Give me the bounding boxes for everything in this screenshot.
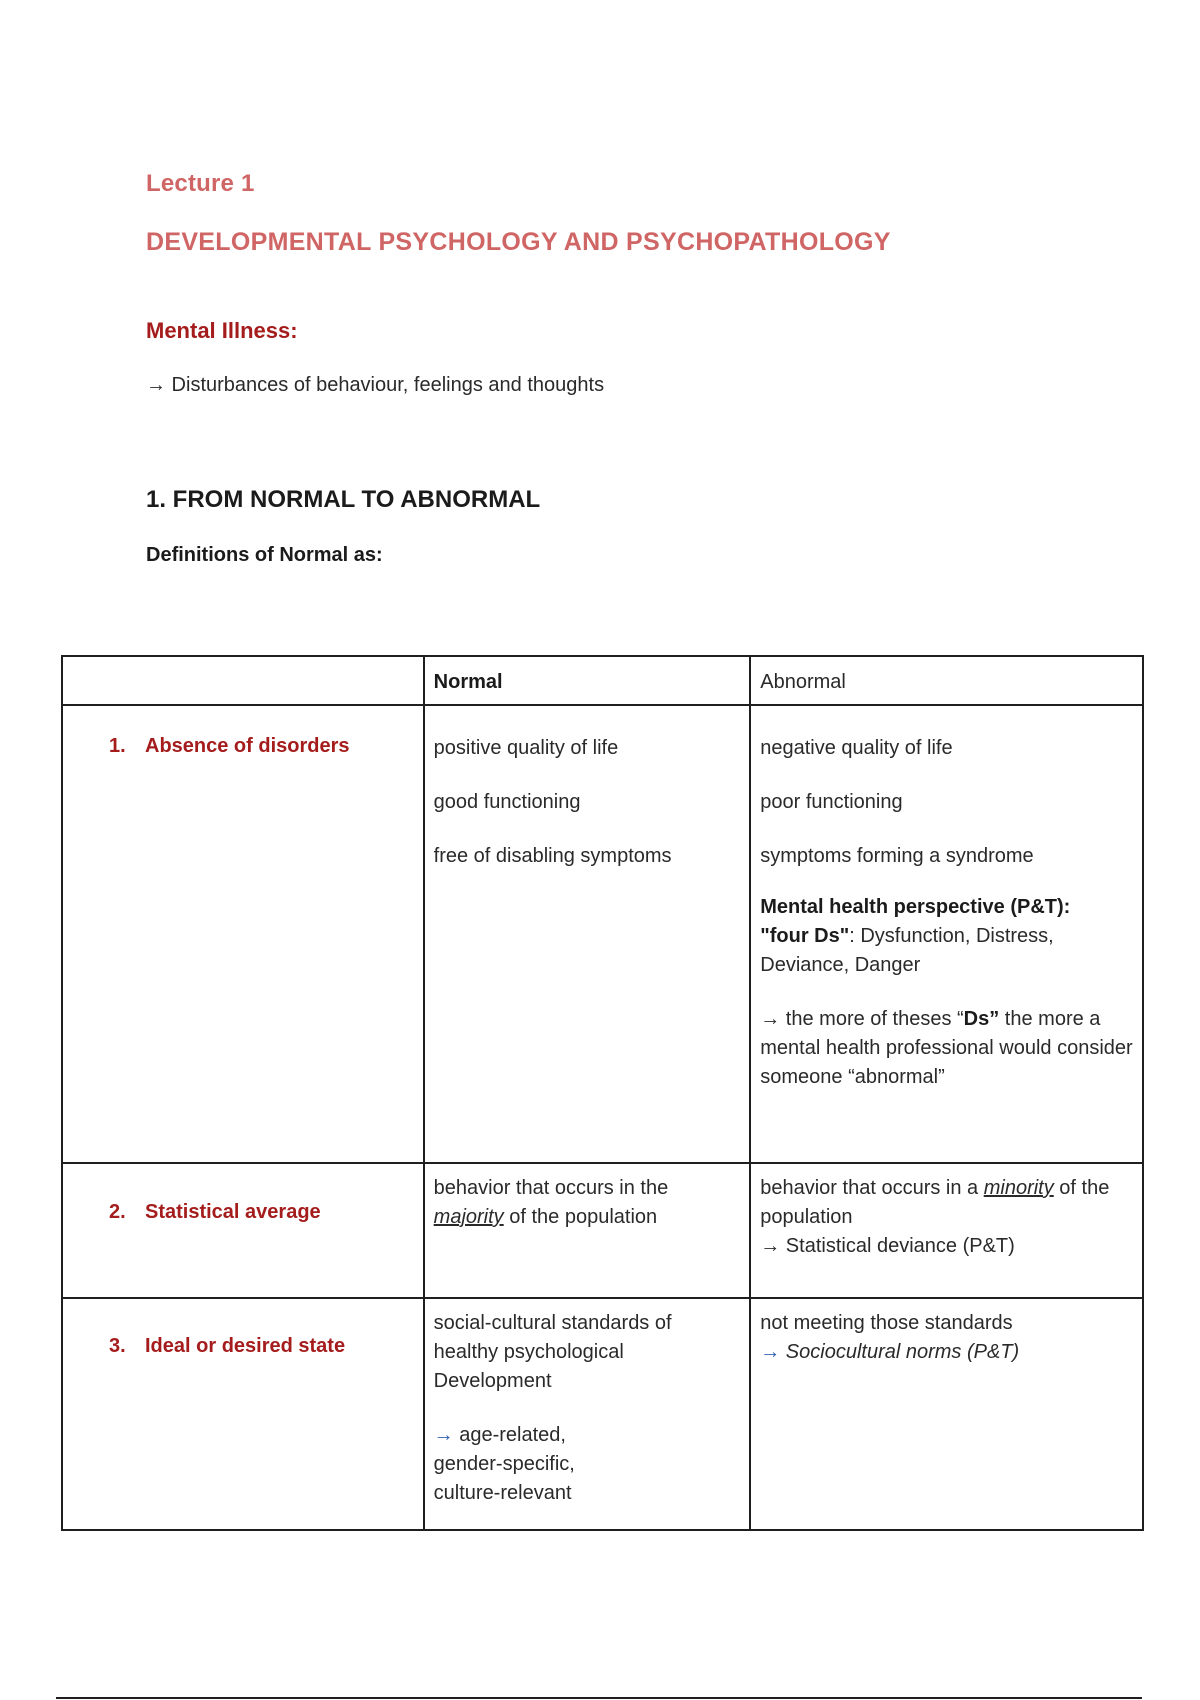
abnormal-note: → Sociocultural norms (P&T) [760,1341,1020,1363]
page-divider [56,1697,1142,1699]
header-cell-abnormal [750,656,1143,705]
perspective-title: Mental health perspective (P&T): [760,896,1071,918]
page-title: DEVELOPMENTAL PSYCHOLOGY AND PSYCHOPATHOLOGY [146,228,891,256]
header-cell-normal [424,656,751,705]
table-row [62,705,1143,1163]
header-abnormal-label: Abnormal [760,671,846,693]
row-label: 3. Ideal or desired state [109,1335,346,1357]
abnormal-item: poor functioning [760,791,903,813]
four-ds-paragraph [760,893,1133,980]
header-normal-label: Normal [433,671,503,693]
abnormal-item: symptoms forming a syndrome [760,845,1034,867]
abnormal-text: behavior that occurs in a minority of the population [760,1177,1110,1228]
table-row [62,1163,1143,1298]
mental-illness-definition: → Disturbances of behaviour, feelings and thoughts [146,374,605,396]
abnormal-cell [750,1298,1143,1530]
row-label-cell [62,1298,424,1530]
abnormal-text: not meeting those standards [760,1312,1013,1334]
ds-note: → the more of theses “Ds” the more a mental health professional would consider someone “abnormal” [760,1008,1133,1088]
row-label-cell [62,1163,424,1298]
abnormal-cell [750,1163,1143,1298]
definitions-subheading: Definitions of Normal as: [146,544,383,566]
abnormal-cell [750,705,1143,1163]
normal-item: free of disabling symptoms [433,845,672,867]
normal-cell [424,1163,751,1298]
row-label: 2. Statistical average [109,1201,321,1223]
table-header-row [62,656,1143,705]
normal-text: behavior that occurs in the majority of the population [433,1177,669,1228]
normal-abnormal-table [61,655,1144,1531]
mental-illness-heading: Mental Illness: [146,318,298,343]
four-ds-label: "four Ds" [760,925,850,947]
four-ds-list: : Dysfunction, Distress, Deviance, Danger [760,925,1054,976]
abnormal-note: → Statistical deviance (P&T) [760,1235,1015,1257]
normal-cell [424,1298,751,1530]
lecture-label: Lecture 1 [146,170,255,197]
normal-item: positive quality of life [433,737,619,759]
normal-item: good functioning [433,791,581,813]
row-label: 1. Absence of disorders [109,735,350,757]
header-cell-empty [62,656,424,705]
table-row [62,1298,1143,1530]
normal-note: → age-related, gender-specific, culture-relevant [433,1424,575,1504]
normal-cell [424,705,751,1163]
normal-text: social-cultural standards of healthy psychological Development [433,1312,672,1392]
section-heading: 1. FROM NORMAL TO ABNORMAL [146,486,541,513]
abnormal-item: negative quality of life [760,737,953,759]
row-label-cell [62,705,424,1163]
